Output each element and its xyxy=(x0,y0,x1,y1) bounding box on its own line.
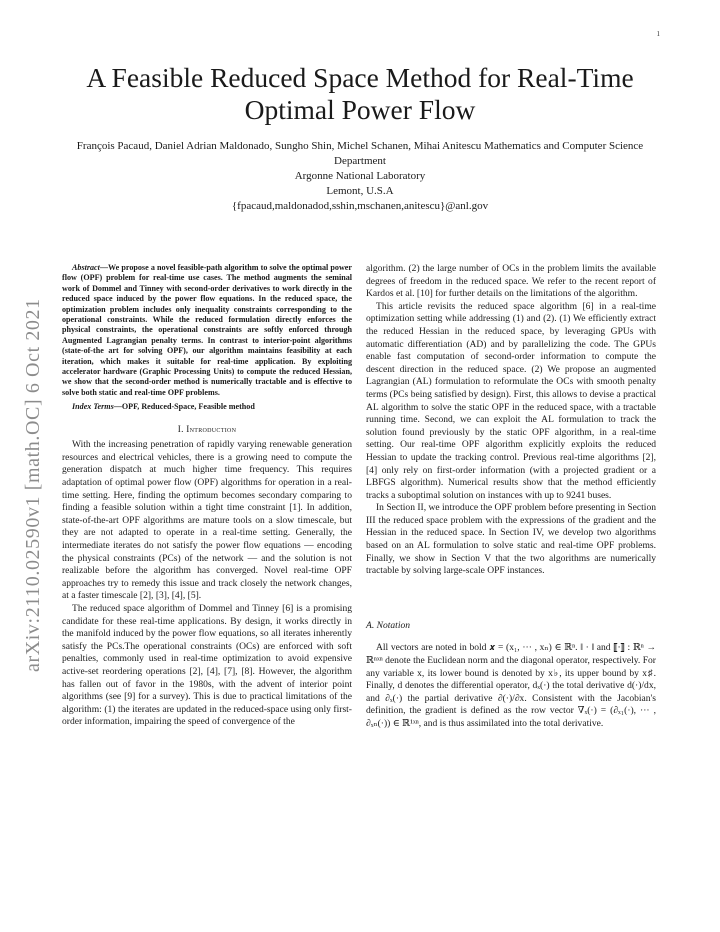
abstract-text: —We propose a novel feasible-path algorithm to solve the optimal power flow (OPF) problem for real-time use cases. The method augments the seminal work of Dommel and Tinney with second-order derivatives to work directly in the reduced space induced by the power flow equations. In the reduced space, the optimization problem includes only inequality constraints corresponding to the operational constraints. While the reduced formulation directly enforces the physical constraints, the operational constraints are softly enforced through Augmented Lagrangian penalty terms. In contrast to interior-point algorithms (state-of-the art for solving OPF), our algorithm maintains feasibility at each iteration, which makes it suitable for real-time application. By exploiting accelerator hardware (Graphic Processing Units) to compute the reduced Hessian, we show that the second-order method is numerically tractable and is effective to solve both static and real-time OPF problems. xyxy=(62,263,352,397)
intro-paragraph-1: With the increasing penetration of rapidly varying renewable generation resources and electrical vehicles, there is a growing need to compute the generation dispatch at much higher time frequency. This requires adaptation of optimal power flow (OPF) algorithms for operation in a real-time setting. Here, finding the optimum becomes secondary comparing to finding a feasible solution within a tight time constraint [1]. In addition, state-of-the-art OPF algorithms are mature tools on a slow timescale, but they are not adapted to operate in a real-time setting. Generally, the intermediate iterates do not satisfy the power flow equations — encoding the physical constraints (PCs) of the network — and the solution is not realizable before the algorithm has converged. Novel real-time OPF approaches try to remedy this issue and track closely the network changes, at a faster timescale [2], [3], [4], [5]. xyxy=(62,439,352,602)
abstract-lead: Abstract xyxy=(72,263,100,272)
intro-paragraph-5: In Section II, we introduce the OPF problem before presenting in Section III the reduced space problem with the expressions of the gradient and the Hessian in the reduced space. In Section IV, we develop two algorithms based on an AL formulation to solve static and real-time OPF problems. Finally, we show in Section V that the two algorithms are numerically tractable by solving large-scale OPF instances. xyxy=(366,502,656,577)
intro-paragraph-4: This article revisits the reduced space algorithm [6] in a real-time optimization setting while addressing (1) and (2). (1) We efficiently extract the reduced Hessian in the reduced space, by leveraging GPUs with automatic differentiation (AD) and by parallelizing the code. The GPUs enable fast computation of second-order information to compute the descent direction in the reduced space. (2) We propose an augmented Lagrangian (AL) formulation to reformulate the OCs with smooth penalty terms (PCs being satisfied by design). First, this allows to devise a practical AL algorithm to solve the static OPF in the reduced space, with a tractable running time. Second, we can exploit the AL formulation to track the solution found previously by the static OPF algorithm, in a real-time setting. Our real-time OPF algorithm explicitly exploits the reduced Hessian to update the tracking control. Previous real-time algorithms [2], [4] only rely on first-order information (with a projected gradient or a LBFGS algorithm). Numerical results show that the method efficiently tracks a suboptimal solution on instances with up to 9241 buses. xyxy=(366,300,656,501)
paper-title: A Feasible Reduced Space Method for Real-Time Optimal Power Flow xyxy=(86,62,634,125)
author-location: Lemont, U.S.A xyxy=(326,185,394,197)
right-column xyxy=(366,263,656,731)
intro-paragraph-2: The reduced space algorithm of Dommel and Tinney [6] is a promising candidate for these real-time applications. By design, it works directly in the manifold induced by the power flow equations, so all iterates inherently satisfy the PCs.The operational constraints (OCs) are enforced with soft penalties, commonly used in real-time optimization to avoid expensive active-set reordering operations [2], [4], [7], [8]. However, the algorithm has fallen out of favor in the 1980s, with the advent of interior point algorithms (see [9] for a survey). This is due to practical limitations of the algorithm: (1) the iterates are updated in the reduced-space using only first-order information, impairing the speed of convergence of the xyxy=(62,603,352,728)
author-names: François Pacaud, Daniel Adrian Maldonado, Sungho Shin, Michel Schanen, Mihai Anitescu Mathematics and Computer Science Department xyxy=(76,140,644,167)
arxiv-stamp: arXiv:2110.02590v1 [math.OC] 6 Oct 2021 xyxy=(22,298,44,672)
notation-paragraph: All vectors are noted in bold 𝒙 = (x₁, ··· , xₙ) ∈ ℝⁿ. ‖ · ‖ and ⟦·⟧ : ℝⁿ → ℝⁿˣⁿ denote the Euclidean norm and the diagonal operator, respectively. For any variable x, its lower bound is denoted by x♭, its upper bound by x♯. Finally, d denotes the differential operator, dₓ(·) the total derivative d(·)/dx, and ∂ₓ(·) the partial derivative ∂(·)/∂x. Consistent with the Jacobian's definition, the gradient is defined as the row vector ∇ₓ(·) = (∂ₓ₁(·), ··· , ∂ₓₙ(·)) ∈ ℝ¹ˣⁿ, and is thus assimilated into the total derivative. xyxy=(366,642,656,729)
author-block xyxy=(60,139,660,214)
section-heading-introduction: I. Introduction xyxy=(177,423,237,434)
author-lab: Argonne National Laboratory xyxy=(294,170,426,182)
index-terms xyxy=(62,402,352,412)
index-terms-lead: Index Terms xyxy=(72,402,114,412)
intro-paragraph-3: algorithm. (2) the large number of OCs in the problem limits the available degrees of freedom in the reduced space. We refer to the recent report of Kardos et al. [10] for further details on the limitations of the algorithm. xyxy=(366,263,656,300)
page-number: 1 xyxy=(656,30,660,38)
author-emails: {fpacaud,maldonadod,sshin,mschanen,anitescu}@anl.gov xyxy=(231,200,489,212)
left-column xyxy=(62,263,352,729)
index-terms-text: —OPF, Reduced-Space, Feasible method xyxy=(113,402,255,412)
abstract xyxy=(62,263,352,398)
subsection-heading-notation: A. Notation xyxy=(366,619,411,631)
